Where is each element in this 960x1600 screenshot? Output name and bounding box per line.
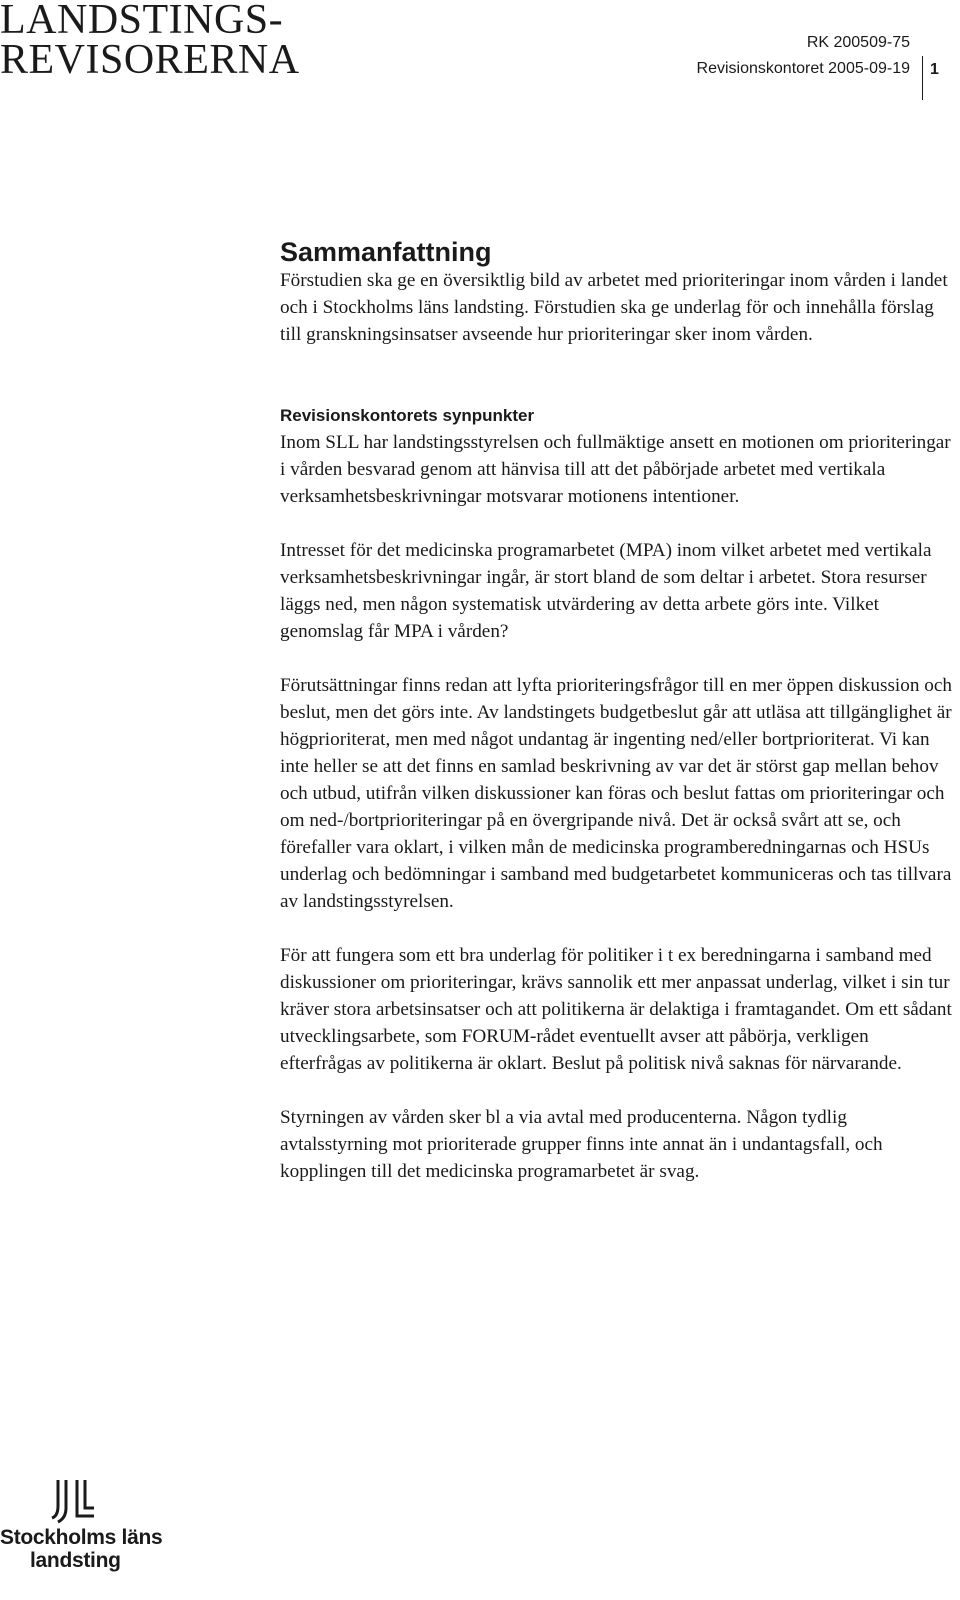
summary-section <box>280 237 955 348</box>
viewpoints-heading: Revisionskontorets synpunkter <box>280 406 535 425</box>
paragraph: Intresset för det medicinska programarbetet (MPA) inom vilket arbetet med vertikala verksamhetsbeskrivningar ingår, är stort bland de som deltar i arbetet. Stora resurser läggs ned, men någon systematisk utvärdering av detta arbete görs inte. Vilket genomslag får MPA i vården? <box>280 540 932 642</box>
paragraph: Förutsättningar finns redan att lyfta prioriteringsfrågor till en mer öppen diskussion och beslut, men det görs inte. Av landstingets budgetbeslut går att utläsa att tillgänglighet är högprioriterat, men med något undantag är ingenting ned/eller bortprioriterat. Vi kan inte heller se att det finns en samlad beskrivning av var det är störst gap mellan behov och utbud, utifrån vilken diskussioner kan föras och beslut fattas om prioriteringar och om ned-/bortprioriteringar på en övergripande nivå. Det är också svårt att se, och förefaller vara oklart, i vilken mån de medicinska programberedningarnas och HSUs underlag och bedömningar i samband med budgetarbetet kommuniceras och tas tillvara av landstingsstyrelsen. <box>280 675 952 912</box>
document-body <box>280 237 955 1212</box>
logo-text-line-2: landsting <box>30 1549 121 1572</box>
summary-heading: Sammanfattning <box>280 237 492 267</box>
paragraph: Inom SLL har landstingsstyrelsen och fullmäktige ansett en motionen om prioriteringar i vården besvarad genom att hänvisa till att det påbörjade arbetet med vertikala verksamhetsbeskrivningar motsvarar motionens intentioner. <box>280 432 951 507</box>
reference-number: RK 200509-75 <box>806 34 910 51</box>
header-divider <box>922 56 923 100</box>
office-date: Revisionskontoret 2005-09-19 <box>696 60 910 77</box>
masthead <box>0 0 300 83</box>
sll-logo <box>0 1478 163 1598</box>
summary-paragraph: Förstudien ska ge en översiktlig bild av arbetet med prioriteringar inom vården i landet och i Stockholms läns landsting. Förstudien ska ge underlag för och innehålla förslag till granskningsinsatser avseende hur prioriteringar sker inom vården. <box>280 270 948 345</box>
document-reference <box>697 30 910 82</box>
sll-logo-icon <box>50 1478 96 1524</box>
logo-text-line-1: Stockholms läns <box>0 1526 163 1549</box>
paragraph: För att fungera som ett bra underlag för politiker i t ex beredningarna i samband med diskussioner om prioriteringar, krävs sannolik ett mer anpassat underlag, vilket i sin tur kräver stora arbetsinsatser och att politikerna är delaktiga i framtagandet. Om ett sådant utvecklingsarbete, som FORUM-rådet eventuellt avser att påbörja, verkligen efterfrågas av politikerna är oklart. Beslut på politisk nivå saknas för närvarande. <box>280 945 952 1074</box>
viewpoints-section <box>280 402 955 1185</box>
paragraph: Styrningen av vården sker bl a via avtal med producenterna. Någon tydlig avtalsstyrning mot prioriterade grupper finns inte annat än i undantagsfall, och kopplingen till det medicinska programarbetet är svag. <box>280 1107 883 1182</box>
masthead-line-1: LANDSTINGS- <box>0 0 284 43</box>
page-number: 1 <box>930 61 939 78</box>
masthead-line-2: REVISORERNA <box>0 37 300 83</box>
sll-logo-text <box>0 1526 162 1572</box>
